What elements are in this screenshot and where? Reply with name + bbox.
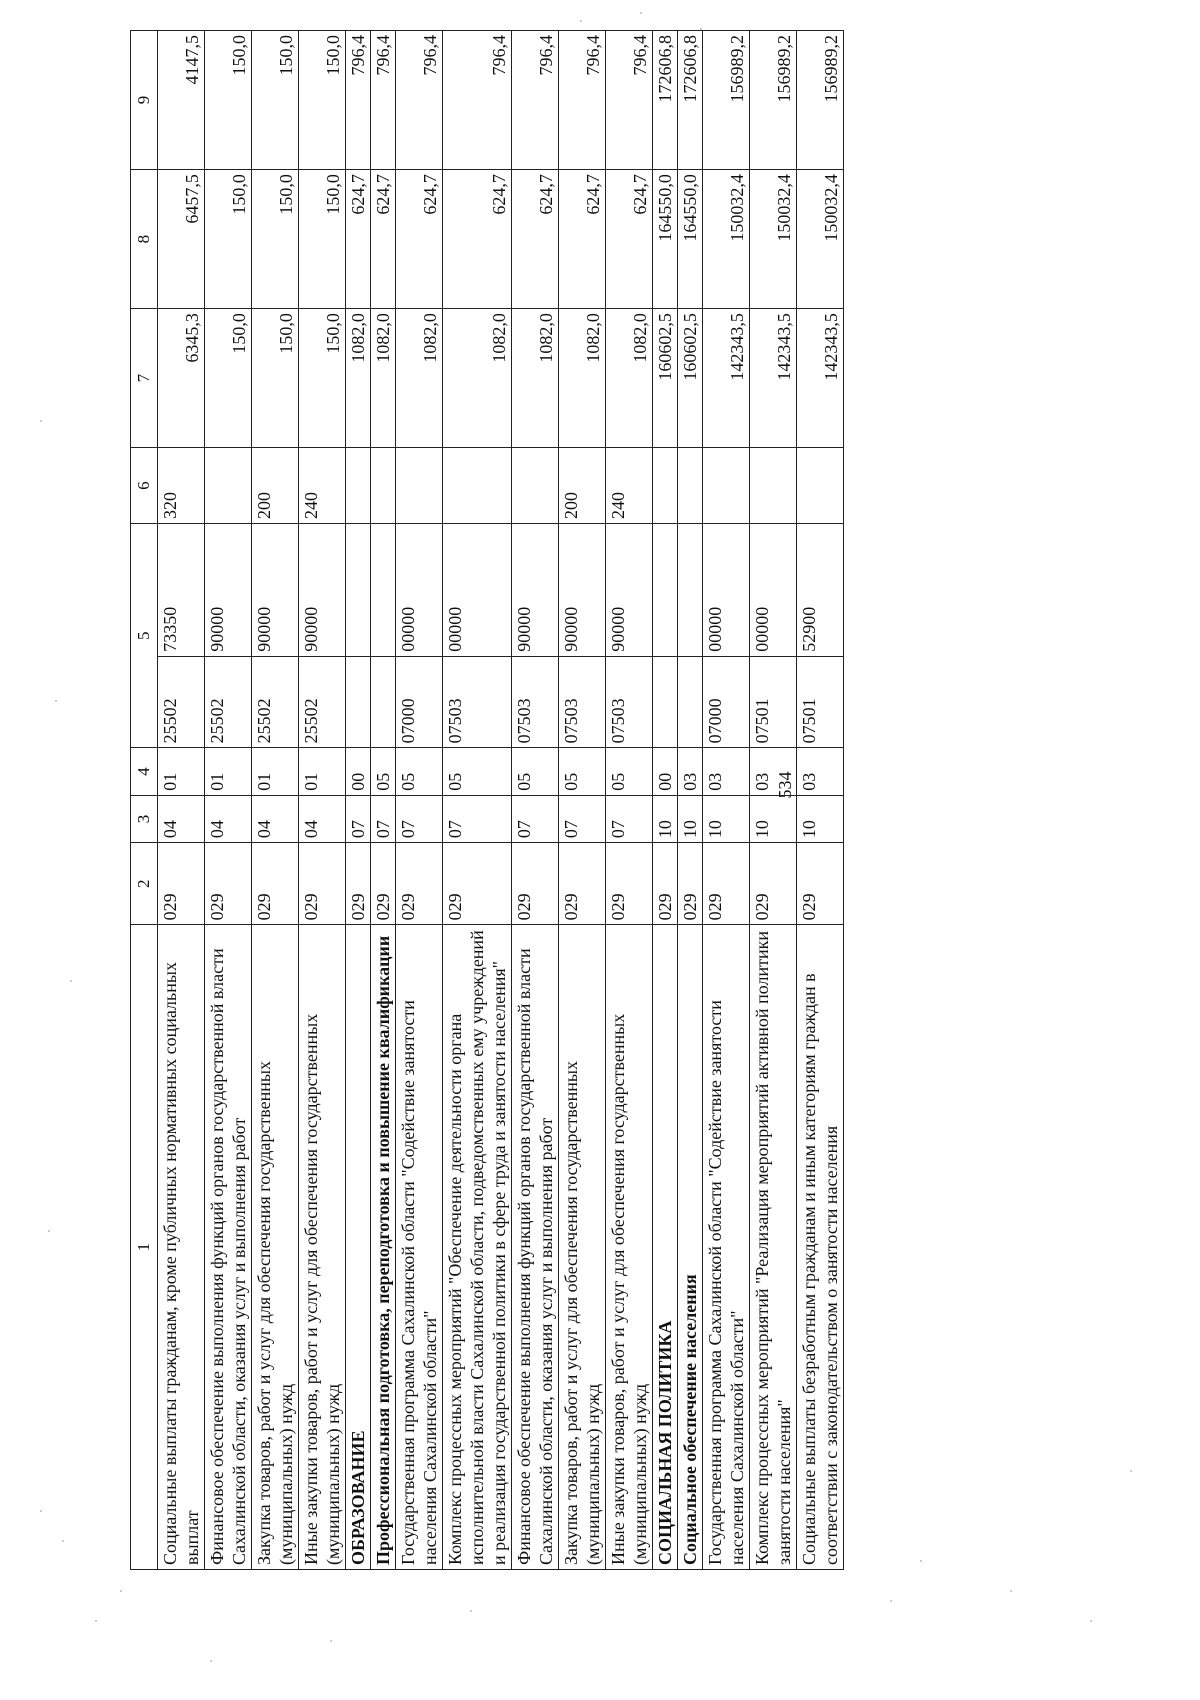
row-name: Профессиональная подготовка, переподготовка и повышение квалификации [371, 925, 396, 1570]
scan-speck [95, 1620, 97, 1622]
page-number: 534 [775, 771, 795, 799]
cell-expense-type: 200 [252, 448, 299, 524]
cell-amount-year3: 796,4 [512, 31, 559, 170]
cell-target-item: 90000 [512, 524, 559, 657]
cell-amount-year2: 164550,0 [653, 170, 678, 309]
cell-amount-year1: 160602,5 [653, 309, 678, 448]
scan-speck [640, 12, 642, 14]
cell-subsection: 05 [443, 748, 512, 795]
cell-subsection: 05 [371, 748, 396, 795]
cell-target-program [678, 656, 703, 748]
cell-expense-type: 240 [299, 448, 346, 524]
cell-amount-year2: 624,7 [396, 170, 443, 309]
cell-target-program: 07501 [750, 656, 797, 748]
cell-target-program: 07000 [703, 656, 750, 748]
cell-target-program [346, 656, 371, 748]
scan-speck [48, 1230, 50, 1232]
scan-speck [1090, 1620, 1092, 1622]
row-name: Иные закупки товаров, работ и услуг для обеспечения государственных (муниципальных) нужд [606, 925, 653, 1570]
cell-ministry: 029 [750, 843, 797, 925]
row-name: Комплекс процессных мероприятий "Обеспечение деятельности органа исполнительной власти Сахалинской области, подведомственных ему учреждений и реализация государственной политики в сфере труда и занятости населения" [443, 925, 512, 1570]
scan-speck [1130, 1470, 1132, 1472]
cell-amount-year3: 150,0 [205, 31, 252, 170]
cell-amount-year2: 150,0 [299, 170, 346, 309]
cell-subsection: 05 [512, 748, 559, 795]
cell-expense-type [443, 448, 512, 524]
cell-target-item: 90000 [606, 524, 653, 657]
cell-expense-type [371, 448, 396, 524]
cell-amount-year3: 796,4 [346, 31, 371, 170]
cell-amount-year3: 796,4 [371, 31, 396, 170]
cell-amount-year1: 1082,0 [371, 309, 396, 448]
header-cell: 1 [131, 925, 158, 1570]
cell-expense-type [205, 448, 252, 524]
cell-section: 07 [443, 795, 512, 842]
cell-ministry: 029 [346, 843, 371, 925]
scan-speck [210, 1660, 212, 1662]
cell-amount-year2: 624,7 [606, 170, 653, 309]
scan-speck [580, 20, 582, 22]
cell-amount-year2: 624,7 [559, 170, 606, 309]
cell-subsection: 05 [606, 748, 653, 795]
cell-subsection: 01 [252, 748, 299, 795]
cell-amount-year1: 1082,0 [346, 309, 371, 448]
cell-target-item: 90000 [559, 524, 606, 657]
cell-subsection: 01 [299, 748, 346, 795]
cell-section: 10 [703, 795, 750, 842]
table-row [443, 31, 512, 1570]
cell-subsection: 03 [750, 748, 797, 795]
cell-subsection: 01 [158, 748, 205, 795]
table-row [346, 31, 371, 1570]
cell-amount-year2: 624,7 [443, 170, 512, 309]
cell-amount-year2: 6457,5 [158, 170, 205, 309]
cell-section: 10 [750, 795, 797, 842]
rotated-table-frame [130, 30, 1198, 1570]
cell-subsection: 03 [797, 748, 844, 795]
scan-speck [55, 700, 57, 702]
cell-amount-year2: 150032,4 [797, 170, 844, 309]
cell-amount-year2: 624,7 [371, 170, 396, 309]
row-name: Социальное обеспечение населения [678, 925, 703, 1570]
cell-ministry: 029 [158, 843, 205, 925]
cell-section: 07 [606, 795, 653, 842]
table-row [653, 31, 678, 1570]
cell-amount-year3: 156989,2 [750, 31, 797, 170]
table-row [750, 31, 797, 1570]
cell-expense-type: 240 [606, 448, 653, 524]
header-cell: 4 [131, 748, 158, 795]
cell-target-item [653, 524, 678, 657]
cell-subsection: 03 [703, 748, 750, 795]
cell-amount-year1: 142343,5 [703, 309, 750, 448]
cell-target-program: 07503 [606, 656, 653, 748]
cell-target-program: 25502 [158, 656, 205, 748]
cell-amount-year1: 1082,0 [443, 309, 512, 448]
cell-section: 07 [346, 795, 371, 842]
cell-subsection: 01 [205, 748, 252, 795]
scan-speck [1010, 1590, 1012, 1592]
cell-target-item: 00000 [750, 524, 797, 657]
rotated-table-wrapper [130, 30, 1198, 1570]
header-row [131, 31, 158, 1570]
scan-speck [470, 1610, 472, 1612]
scan-speck [40, 420, 42, 422]
row-name: Закупка товаров, работ и услуг для обеспечения государственных (муниципальных) нужд [559, 925, 606, 1570]
cell-subsection: 03 [678, 748, 703, 795]
cell-section: 04 [252, 795, 299, 842]
table-row [678, 31, 703, 1570]
cell-target-program: 07000 [396, 656, 443, 748]
row-name: Финансовое обеспечение выполнения функций органов государственной власти Сахалинской области, оказания услуг и выполнения работ [512, 925, 559, 1570]
scan-speck [120, 1590, 122, 1592]
table-row [299, 31, 346, 1570]
cell-amount-year1: 1082,0 [559, 309, 606, 448]
cell-ministry: 029 [559, 843, 606, 925]
header-cell: 6 [131, 448, 158, 524]
cell-amount-year3: 796,4 [559, 31, 606, 170]
cell-ministry: 029 [797, 843, 844, 925]
scan-speck [330, 1640, 332, 1642]
table-row [396, 31, 443, 1570]
cell-section: 04 [158, 795, 205, 842]
cell-ministry: 029 [703, 843, 750, 925]
cell-amount-year1: 1082,0 [512, 309, 559, 448]
cell-expense-type [678, 448, 703, 524]
cell-target-item: 73350 [158, 524, 205, 657]
cell-section: 07 [512, 795, 559, 842]
cell-section: 07 [371, 795, 396, 842]
cell-expense-type [797, 448, 844, 524]
row-name: Государственная программа Сахалинской области "Содействие занятости населения Сахалинской области" [703, 925, 750, 1570]
cell-expense-type: 320 [158, 448, 205, 524]
table-row [559, 31, 606, 1570]
scan-speck [70, 980, 72, 982]
header-cell: 5 [131, 524, 158, 748]
cell-ministry: 029 [371, 843, 396, 925]
cell-target-item [346, 524, 371, 657]
table-row [371, 31, 396, 1570]
cell-amount-year2: 164550,0 [678, 170, 703, 309]
cell-amount-year1: 6345,3 [158, 309, 205, 448]
cell-ministry: 029 [512, 843, 559, 925]
cell-target-item: 90000 [252, 524, 299, 657]
cell-ministry: 029 [252, 843, 299, 925]
cell-amount-year3: 796,4 [396, 31, 443, 170]
cell-ministry: 029 [606, 843, 653, 925]
row-name: Государственная программа Сахалинской области "Содействие занятости населения Сахалинской области" [396, 925, 443, 1570]
cell-section: 10 [653, 795, 678, 842]
cell-amount-year2: 150032,4 [750, 170, 797, 309]
cell-amount-year1: 160602,5 [678, 309, 703, 448]
header-cell: 2 [131, 843, 158, 925]
table-row [252, 31, 299, 1570]
cell-expense-type [653, 448, 678, 524]
cell-ministry: 029 [299, 843, 346, 925]
cell-section: 10 [678, 795, 703, 842]
row-name: Социальные выплаты гражданам, кроме публичных нормативных социальных выплат [158, 925, 205, 1570]
cell-target-item: 90000 [205, 524, 252, 657]
cell-ministry: 029 [653, 843, 678, 925]
row-name: Закупка товаров, работ и услуг для обеспечения государственных (муниципальных) нужд [252, 925, 299, 1570]
cell-subsection: 05 [396, 748, 443, 795]
row-name: Социальные выплаты безработным гражданам и иным категориям граждан в соответствии с законодательством о занятости населения [797, 925, 844, 1570]
cell-amount-year1: 150,0 [252, 309, 299, 448]
cell-amount-year2: 150032,4 [703, 170, 750, 309]
cell-amount-year1: 1082,0 [396, 309, 443, 448]
cell-amount-year2: 150,0 [205, 170, 252, 309]
header-cell: 7 [131, 309, 158, 448]
cell-target-program: 07503 [443, 656, 512, 748]
cell-expense-type [703, 448, 750, 524]
cell-ministry: 029 [205, 843, 252, 925]
row-name: СОЦИАЛЬНАЯ ПОЛИТИКА [653, 925, 678, 1570]
cell-target-program: 25502 [252, 656, 299, 748]
cell-expense-type [346, 448, 371, 524]
cell-target-item: 00000 [443, 524, 512, 657]
cell-subsection: 05 [559, 748, 606, 795]
cell-target-item: 90000 [299, 524, 346, 657]
cell-expense-type [750, 448, 797, 524]
cell-amount-year3: 150,0 [299, 31, 346, 170]
cell-ministry: 029 [443, 843, 512, 925]
cell-expense-type: 200 [559, 448, 606, 524]
scan-speck [890, 1600, 892, 1602]
cell-amount-year3: 172606,8 [678, 31, 703, 170]
cell-expense-type [396, 448, 443, 524]
cell-expense-type [512, 448, 559, 524]
cell-amount-year3: 796,4 [443, 31, 512, 170]
budget-table [130, 30, 844, 1570]
cell-amount-year3: 156989,2 [703, 31, 750, 170]
table-row [512, 31, 559, 1570]
row-name: Комплекс процессных мероприятий "Реализация мероприятий активной политики занятости населения" [750, 925, 797, 1570]
header-cell: 9 [131, 31, 158, 170]
cell-section: 10 [797, 795, 844, 842]
cell-amount-year1: 142343,5 [797, 309, 844, 448]
cell-target-item: 52900 [797, 524, 844, 657]
header-cell: 8 [131, 170, 158, 309]
cell-section: 07 [396, 795, 443, 842]
cell-target-program [371, 656, 396, 748]
cell-subsection: 00 [653, 748, 678, 795]
cell-target-item: 00000 [396, 524, 443, 657]
cell-amount-year3: 4147,5 [158, 31, 205, 170]
cell-target-program: 25502 [299, 656, 346, 748]
cell-target-item [371, 524, 396, 657]
cell-amount-year2: 150,0 [252, 170, 299, 309]
cell-ministry: 029 [678, 843, 703, 925]
cell-section: 04 [299, 795, 346, 842]
cell-target-program: 07503 [512, 656, 559, 748]
header-cell: 3 [131, 795, 158, 842]
cell-amount-year3: 796,4 [606, 31, 653, 170]
cell-section: 07 [559, 795, 606, 842]
cell-ministry: 029 [396, 843, 443, 925]
cell-section: 04 [205, 795, 252, 842]
cell-amount-year3: 172606,8 [653, 31, 678, 170]
scan-speck [920, 1560, 922, 1562]
cell-amount-year2: 624,7 [512, 170, 559, 309]
scan-speck [700, 28, 702, 30]
cell-amount-year1: 142343,5 [750, 309, 797, 448]
cell-target-program [653, 656, 678, 748]
cell-amount-year1: 150,0 [299, 309, 346, 448]
row-name: Иные закупки товаров, работ и услуг для обеспечения государственных (муниципальных) нужд [299, 925, 346, 1570]
cell-amount-year1: 150,0 [205, 309, 252, 448]
cell-target-item: 00000 [703, 524, 750, 657]
table-row [205, 31, 252, 1570]
cell-amount-year2: 624,7 [346, 170, 371, 309]
scan-speck [40, 1510, 42, 1512]
cell-target-item [678, 524, 703, 657]
cell-target-program: 07503 [559, 656, 606, 748]
table-row [703, 31, 750, 1570]
cell-target-program: 07501 [797, 656, 844, 748]
cell-amount-year3: 156989,2 [797, 31, 844, 170]
cell-amount-year3: 150,0 [252, 31, 299, 170]
row-name: ОБРАЗОВАНИЕ [346, 925, 371, 1570]
row-name: Финансовое обеспечение выполнения функций органов государственной власти Сахалинской области, оказания услуг и выполнения работ [205, 925, 252, 1570]
cell-subsection: 00 [346, 748, 371, 795]
cell-amount-year1: 1082,0 [606, 309, 653, 448]
scan-speck [62, 1540, 64, 1542]
table-row [606, 31, 653, 1570]
table-row [797, 31, 844, 1570]
cell-target-program: 25502 [205, 656, 252, 748]
table-row [158, 31, 205, 1570]
